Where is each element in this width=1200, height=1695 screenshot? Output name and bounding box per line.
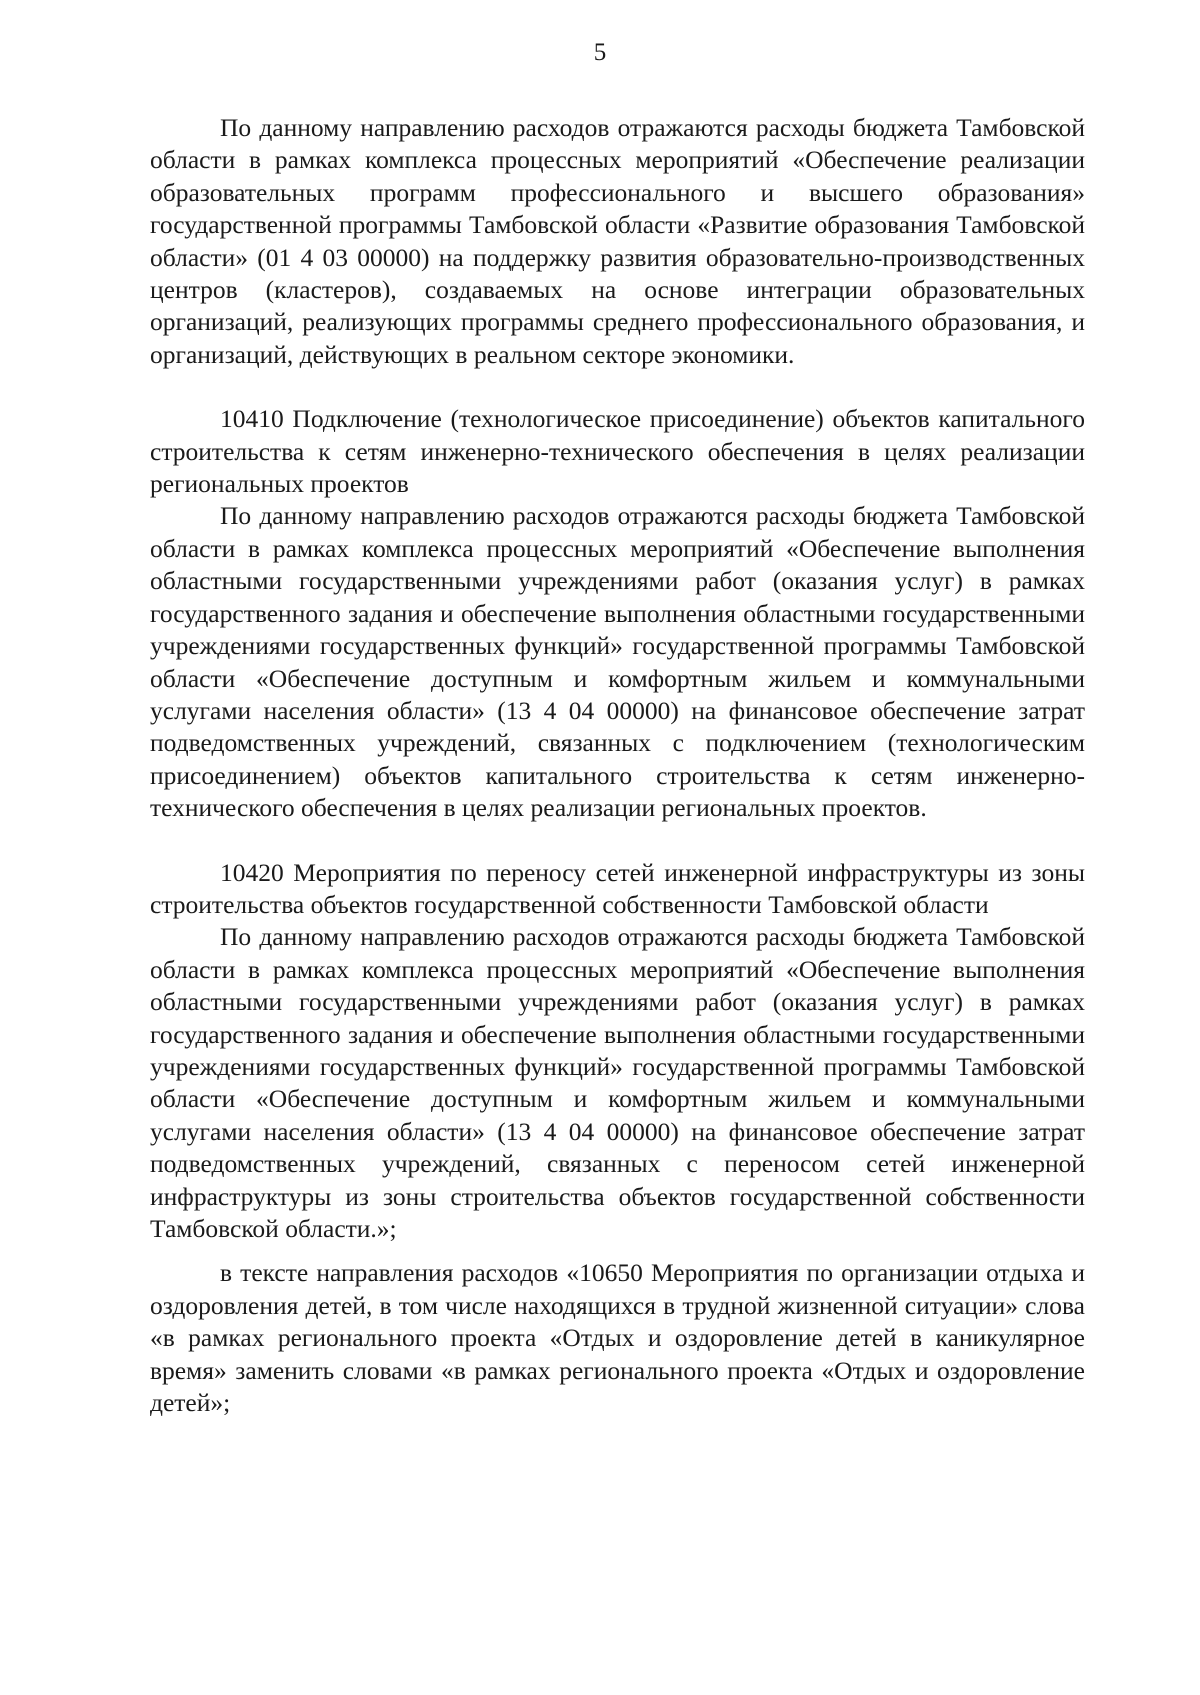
spacer [150, 825, 1085, 857]
spacer [150, 1245, 1085, 1257]
section-heading-10410: 10410 Подключение (технологическое присоединение) объектов капитального строительства к сетям инженерно-технического обеспечения в целях реализации региональных проектов [150, 404, 1085, 499]
section-paragraph-10420: По данному направлению расходов отражаются расходы бюджета Тамбовской области в рамках комплекса процессных мероприятий «Обеспечение выполнения областными государственными учреждениями работ (оказания услуг) в рамках государственного задания и обеспечение выполнения областными государственными учреждениями государственных функций» государственной программы Тамбовской области «Обеспечение доступным и комфортным жильем и коммунальными услугами населения области» (13 4 04 00000) на финансовое обеспечение затрат подведомственных учреждений, связанных с переносом сетей инженерной инфраструктуры из зоны строительства объектов государственной собственности Тамбовской области.»; [150, 922, 1085, 1243]
intro-paragraph: По данному направлению расходов отражаются расходы бюджета Тамбовской области в рамках комплекса процессных мероприятий «Обеспечение реализации образовательных программ профессионального и высшего образования» государственной программы Тамбовской области «Развитие образования Тамбовской области» (01 4 03 00000) на поддержку развития образовательно-производственных центров (кластеров), создаваемых на основе интеграции образовательных организаций, реализующих программы среднего профессионального образования, и организаций, действующих в реальном секторе экономики. [150, 113, 1085, 369]
spacer [150, 371, 1085, 403]
page-number: 5 [593, 39, 607, 66]
section-heading-10420: 10420 Мероприятия по переносу сетей инженерной инфраструктуры из зоны строительства объектов государственной собственности Тамбовской области [150, 857, 1085, 919]
amendment-paragraph: в тексте направления расходов «10650 Мероприятия по организации отдыха и оздоровления детей, в том числе находящихся в трудной жизненной ситуации» слова «в рамках регионального проекта «Отдых и оздоровление детей в каникулярное время» заменить словами «в рамках регионального проекта «Отдых и оздоровление детей»; [150, 1258, 1085, 1418]
document-body [150, 112, 1085, 1419]
section-paragraph-10410: По данному направлению расходов отражаются расходы бюджета Тамбовской области в рамках комплекса процессных мероприятий «Обеспечение выполнения областными государственными учреждениями работ (оказания услуг) в рамках государственного задания и обеспечение выполнения областными государственными учреждениями государственных функций» государственной программы Тамбовской области «Обеспечение доступным и комфортным жильем и коммунальными услугами населения области» (13 4 04 00000) на финансовое обеспечение затрат подведомственных учреждений, связанных с подключением (технологическим присоединением) объектов капитального строительства к сетям инженерно-технического обеспечения в целях реализации региональных проектов. [150, 501, 1085, 823]
